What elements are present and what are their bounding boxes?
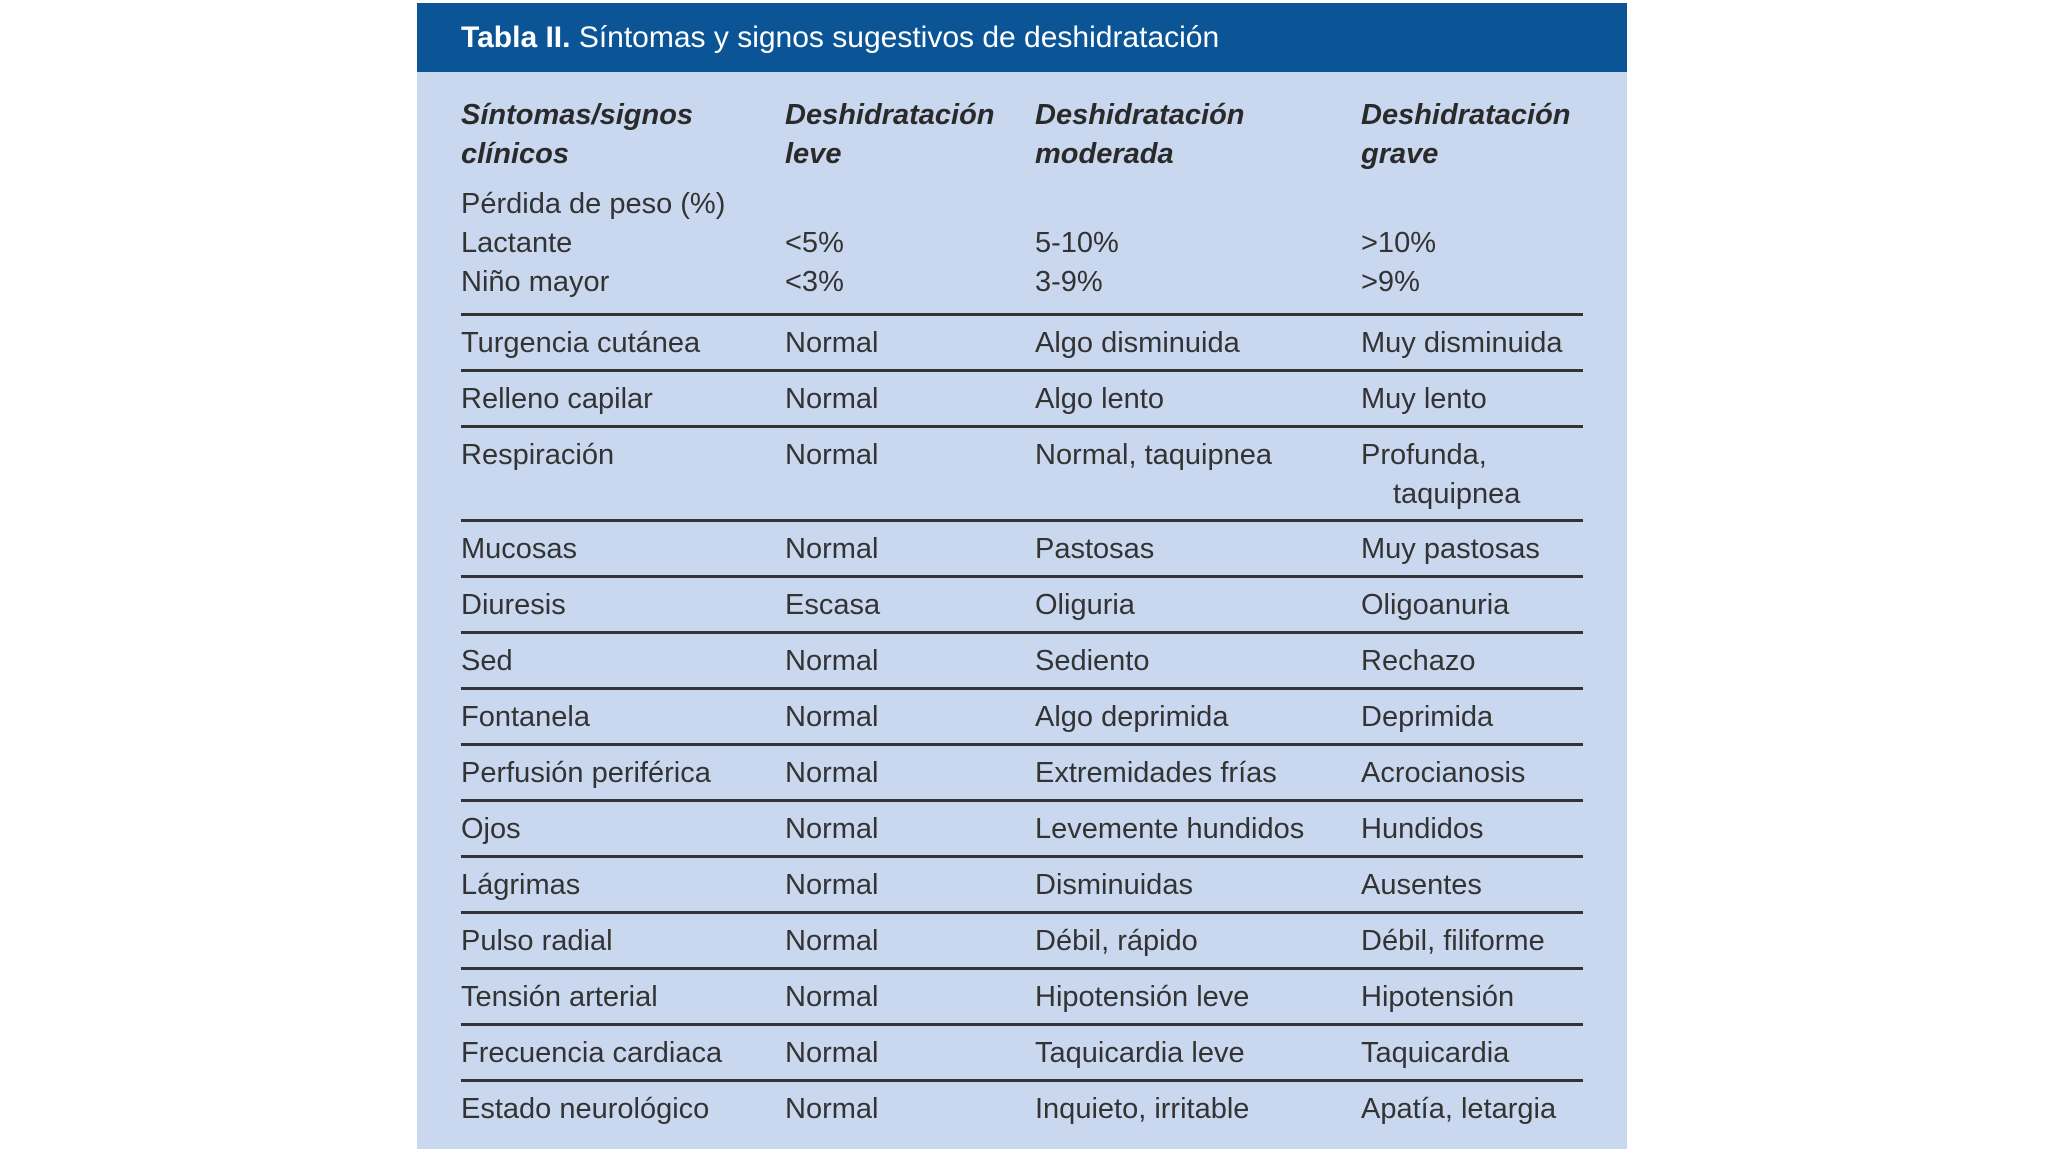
cell-mild: Normal bbox=[785, 925, 879, 957]
header-severe bbox=[1361, 96, 1583, 185]
cell-severe bbox=[1361, 436, 1583, 519]
cell-severe: Hipotensión bbox=[1361, 981, 1515, 1013]
header-symptoms-line1: Síntomas/signos bbox=[461, 99, 694, 131]
cell-symptom: Lágrimas bbox=[461, 869, 581, 901]
cell-moderate: Algo disminuida bbox=[1035, 327, 1240, 359]
cell-mild: Normal bbox=[785, 1093, 879, 1125]
cell-severe: Deprimida bbox=[1361, 701, 1494, 733]
cell-symptom: Turgencia cutánea bbox=[461, 327, 701, 359]
cell-moderate: Algo lento bbox=[1035, 383, 1164, 415]
cell-moderate: Taquicardia leve bbox=[1035, 1037, 1245, 1069]
cell-infant-moderate: 5-10% bbox=[1035, 227, 1119, 259]
dehydration-table bbox=[417, 3, 1627, 1149]
cell-mild: Normal bbox=[785, 533, 879, 565]
header-mild bbox=[785, 96, 1035, 185]
cell-moderate: Sediento bbox=[1035, 645, 1150, 677]
table-row bbox=[461, 428, 1583, 522]
cell-child-severe: >9% bbox=[1361, 266, 1420, 298]
header-severe-line2: grave bbox=[1361, 138, 1439, 170]
cell-infant-label: Lactante bbox=[461, 227, 573, 259]
cell-symptom: Tensión arterial bbox=[461, 981, 658, 1013]
cell-moderate: Disminuidas bbox=[1035, 869, 1193, 901]
table-row bbox=[461, 522, 1583, 578]
table-title-text: Síntomas y signos sugestivos de deshidratación bbox=[578, 21, 1220, 54]
cell-moderate: Inquieto, irritable bbox=[1035, 1093, 1250, 1125]
weight-loss-label: Pérdida de peso (%) bbox=[461, 188, 726, 220]
cell-mild: Normal bbox=[785, 645, 879, 677]
cell-symptom: Ojos bbox=[461, 813, 521, 845]
cell-severe-line2: taquipnea bbox=[1393, 478, 1521, 510]
cell-moderate: Extremidades frías bbox=[1035, 757, 1277, 789]
header-symptoms bbox=[461, 96, 785, 185]
cell-severe: Hundidos bbox=[1361, 813, 1484, 845]
cell-symptom: Perfusión periférica bbox=[461, 757, 711, 789]
cell-symptom: Frecuencia cardiaca bbox=[461, 1037, 723, 1069]
table-title-number: Tabla II. bbox=[461, 21, 571, 54]
table-header-row bbox=[461, 72, 1583, 185]
cell-mild: Normal bbox=[785, 869, 879, 901]
weight-loss-block bbox=[461, 185, 1583, 316]
cell-infant-mild: <5% bbox=[785, 227, 844, 259]
header-mild-line1: Deshidratación bbox=[785, 99, 995, 131]
cell-severe: Apatía, letargia bbox=[1361, 1093, 1557, 1125]
cell-severe: Débil, filiforme bbox=[1361, 925, 1545, 957]
cell-moderate: Normal, taquipnea bbox=[1035, 439, 1272, 471]
table-row bbox=[461, 690, 1583, 746]
weight-loss-infant-row bbox=[461, 224, 1583, 263]
cell-severe-line1: Profunda, bbox=[1361, 439, 1487, 471]
table-row bbox=[461, 914, 1583, 970]
cell-moderate: Levemente hundidos bbox=[1035, 813, 1305, 845]
cell-mild: Normal bbox=[785, 813, 879, 845]
cell-child-label: Niño mayor bbox=[461, 266, 610, 298]
table-row bbox=[461, 316, 1583, 372]
cell-mild: Normal bbox=[785, 439, 879, 471]
cell-severe: Muy pastosas bbox=[1361, 533, 1540, 565]
table-row bbox=[461, 634, 1583, 690]
cell-severe: Ausentes bbox=[1361, 869, 1482, 901]
cell-symptom: Respiración bbox=[461, 439, 615, 471]
header-moderate-line2: moderada bbox=[1035, 138, 1174, 170]
cell-mild: Normal bbox=[785, 981, 879, 1013]
cell-symptom: Estado neurológico bbox=[461, 1093, 710, 1125]
cell-symptom: Pulso radial bbox=[461, 925, 613, 957]
weight-loss-child-row bbox=[461, 263, 1583, 302]
table-row bbox=[461, 578, 1583, 634]
table-row bbox=[461, 970, 1583, 1026]
table-title bbox=[417, 3, 1627, 72]
table-row bbox=[461, 746, 1583, 802]
cell-symptom: Mucosas bbox=[461, 533, 578, 565]
cell-child-mild: <3% bbox=[785, 266, 844, 298]
weight-loss-title-row bbox=[461, 185, 1583, 224]
header-moderate bbox=[1035, 96, 1361, 185]
cell-mild: Escasa bbox=[785, 589, 881, 621]
cell-severe: Oligoanuria bbox=[1361, 589, 1510, 621]
header-moderate-line1: Deshidratación bbox=[1035, 99, 1245, 131]
cell-symptom: Fontanela bbox=[461, 701, 590, 733]
cell-moderate: Oliguria bbox=[1035, 589, 1135, 621]
cell-mild: Normal bbox=[785, 383, 879, 415]
cell-severe: Rechazo bbox=[1361, 645, 1476, 677]
table-row bbox=[461, 1026, 1583, 1082]
cell-symptom: Diuresis bbox=[461, 589, 566, 621]
cell-infant-severe: >10% bbox=[1361, 227, 1436, 259]
cell-symptom: Relleno capilar bbox=[461, 383, 653, 415]
header-severe-line1: Deshidratación bbox=[1361, 99, 1571, 131]
cell-mild: Normal bbox=[785, 1037, 879, 1069]
cell-symptom: Sed bbox=[461, 645, 513, 677]
table-row bbox=[461, 802, 1583, 858]
table-row bbox=[461, 1082, 1583, 1138]
cell-moderate: Pastosas bbox=[1035, 533, 1155, 565]
cell-moderate: Hipotensión leve bbox=[1035, 981, 1250, 1013]
cell-moderate: Algo deprimida bbox=[1035, 701, 1229, 733]
cell-moderate: Débil, rápido bbox=[1035, 925, 1198, 957]
cell-mild: Normal bbox=[785, 701, 879, 733]
cell-mild: Normal bbox=[785, 327, 879, 359]
table-body bbox=[461, 72, 1583, 1138]
cell-severe: Taquicardia bbox=[1361, 1037, 1510, 1069]
cell-severe: Acrocianosis bbox=[1361, 757, 1526, 789]
header-mild-line2: leve bbox=[785, 138, 842, 170]
cell-severe: Muy disminuida bbox=[1361, 327, 1563, 359]
cell-mild: Normal bbox=[785, 757, 879, 789]
cell-child-moderate: 3-9% bbox=[1035, 266, 1103, 298]
header-symptoms-line2: clínicos bbox=[461, 138, 569, 170]
table-row bbox=[461, 858, 1583, 914]
cell-severe: Muy lento bbox=[1361, 383, 1487, 415]
table-row bbox=[461, 372, 1583, 428]
